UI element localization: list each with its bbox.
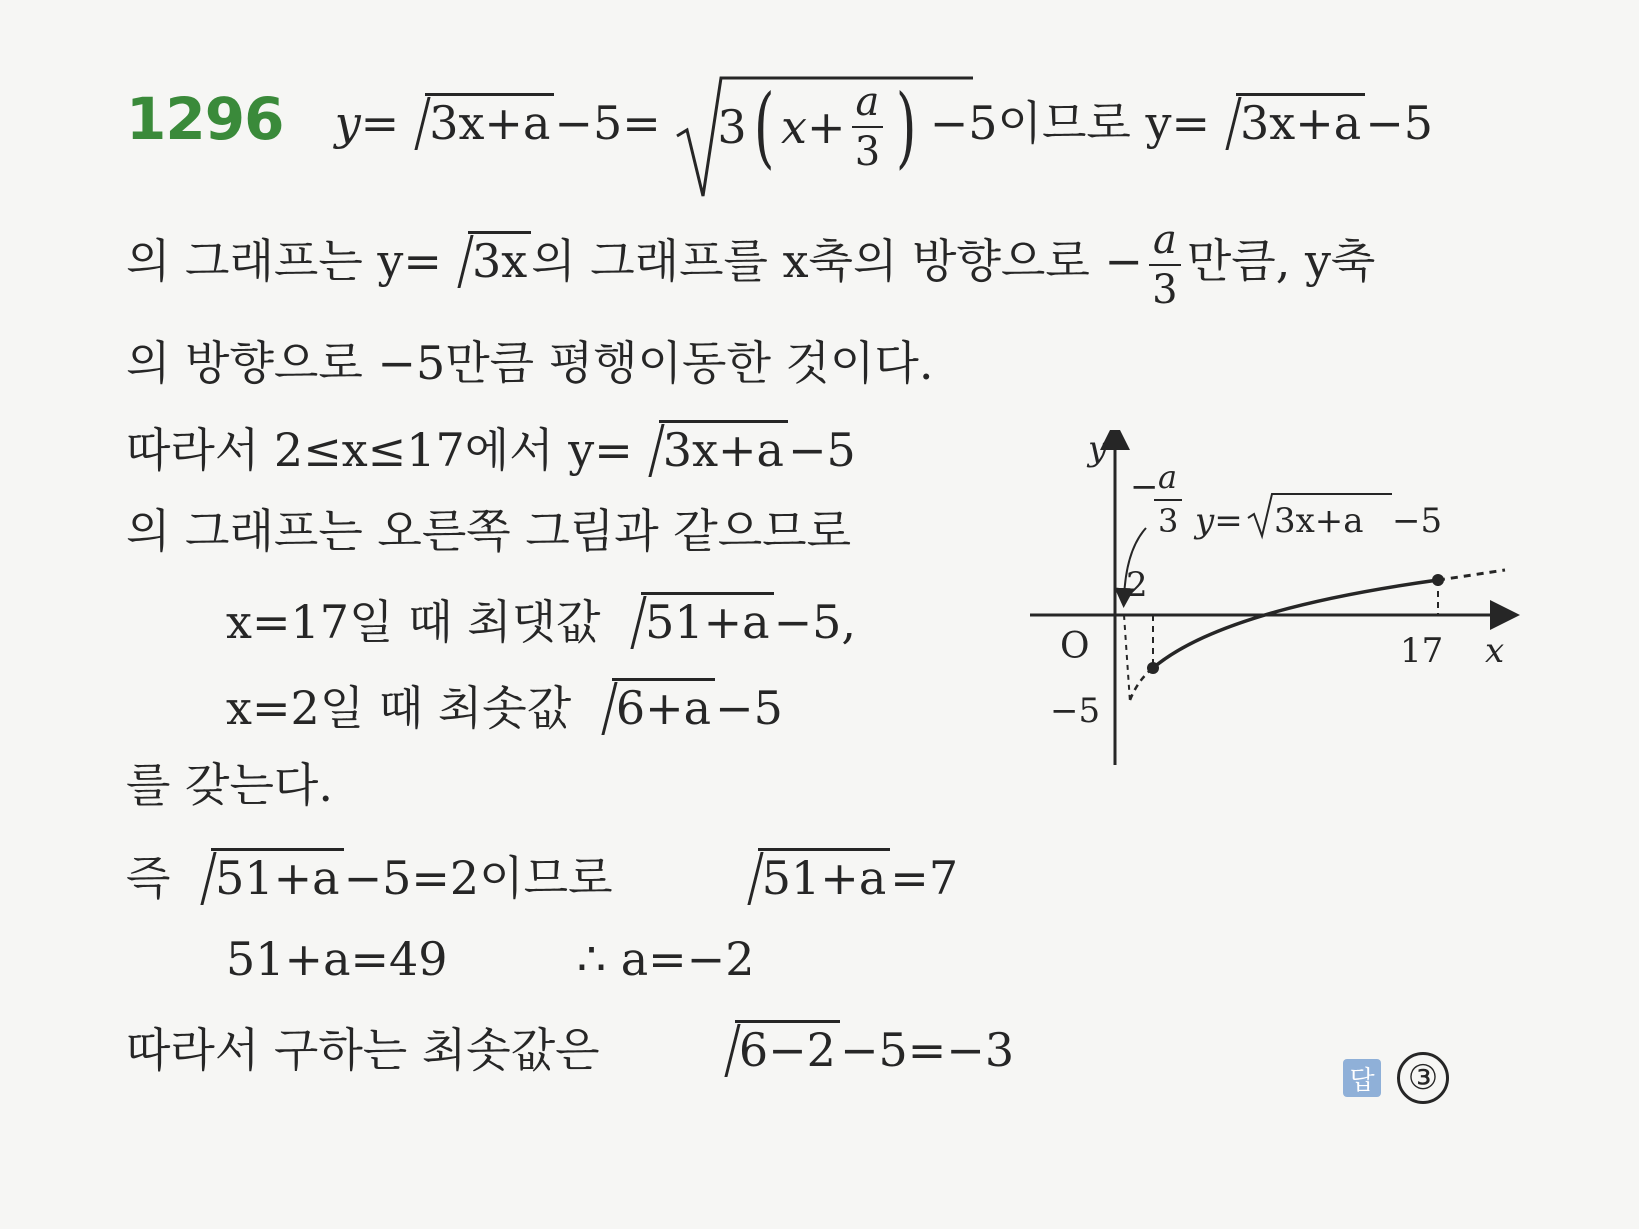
sqrt-expression: 51+a (734, 848, 891, 901)
solution-line-6 (226, 592, 857, 649)
endpoint-max (1432, 574, 1444, 586)
tick-neg5: −5 (1050, 691, 1101, 731)
solution-line-2 (126, 217, 1376, 313)
sqrt-expression: 6−2 (711, 1020, 840, 1073)
eq-text: =7 (890, 851, 959, 905)
eq-text: ∴ a=−2 (576, 932, 755, 986)
answer-choice: ③ (1397, 1052, 1449, 1104)
curve-solid (1153, 580, 1438, 668)
shift-frac-num: a (1158, 458, 1178, 496)
function-graph (1030, 430, 1520, 770)
eq-text: −5, (773, 595, 857, 649)
sqrt-expression-large: 3 ( x+ $\frac{a}{3}$ ) (675, 82, 929, 172)
y-axis-label: y (1088, 430, 1108, 469)
solution-line-9 (126, 848, 959, 905)
sqrt-expression: 3x+a (635, 420, 788, 473)
eq-text: −5 (715, 681, 783, 735)
eq-text: −5 (1365, 96, 1433, 150)
eq-text: x+ (781, 100, 846, 154)
tick-2: 2 (1126, 565, 1148, 605)
eq-text: y= (334, 96, 400, 150)
shift-frac-den: 3 (1158, 502, 1179, 540)
eq-text: 만큼, y축 (1186, 234, 1376, 288)
eq-text: x=17일 때 최댓값 (226, 595, 616, 649)
curve-label-suffix: −5 (1392, 501, 1443, 541)
solution-line-3: 의 방향으로 −5만큼 평행이동한 것이다. (126, 336, 934, 390)
solution-line-7 (226, 678, 783, 735)
guide-vertex (1124, 615, 1130, 702)
problem-number: 1296 (126, 85, 284, 153)
fraction: $\frac{a}{3}$ (1149, 220, 1181, 310)
endpoint-min (1147, 662, 1159, 674)
x-axis-label: x (1485, 631, 1505, 671)
solution-line-8: 를 갖는다. (126, 758, 333, 812)
origin-label: O (1060, 626, 1090, 667)
curve-label-prefix: y= (1195, 501, 1243, 541)
solution-line-11 (126, 1020, 1015, 1077)
solution-line-4 (126, 420, 856, 477)
solution-line-1 (126, 75, 1433, 178)
eq-text: −5이므로 y= (929, 96, 1210, 150)
sqrt-expression: 6+a (588, 678, 715, 731)
shift-minus: − (1130, 467, 1159, 507)
eq-text: 즉 (126, 851, 186, 905)
eq-text: 의 그래프를 x축의 방향으로 − (531, 234, 1143, 288)
answer-block (1343, 1052, 1449, 1104)
eq-text: 따라서 2≤x≤17에서 y= (126, 423, 633, 477)
radical-sign (675, 72, 975, 202)
eq-text: 따라서 구하는 최솟값은 (126, 1023, 600, 1077)
curve-label-radicand: 3x+a (1274, 501, 1364, 541)
eq-text: 51+a=49 (226, 932, 448, 986)
eq-text: −5= (554, 96, 661, 150)
solution-line-10 (226, 932, 755, 986)
sqrt-expression: 3x+a (401, 93, 554, 146)
eq-text: 3 (717, 100, 747, 154)
tick-17: 17 (1400, 631, 1444, 671)
sqrt-expression: 51+a (187, 848, 344, 901)
sqrt-expression: 51+a (617, 592, 774, 645)
answer-icon: 답 (1343, 1059, 1381, 1097)
eq-text: 의 그래프는 y= (126, 234, 442, 288)
sqrt-expression: 3x (444, 231, 531, 284)
curve-dashed-end (1438, 570, 1505, 580)
fraction: $\frac{a}{3}$ (852, 82, 884, 172)
eq-text: −5 (787, 423, 856, 477)
eq-text: −5=2이므로 (343, 851, 613, 905)
eq-text: x=2일 때 최솟값 (226, 681, 586, 735)
solution-line-5: 의 그래프는 오른쪽 그림과 같으므로 (126, 504, 852, 558)
sqrt-expression: 3x+a (1212, 93, 1365, 146)
eq-text: −5=−3 (839, 1023, 1015, 1077)
